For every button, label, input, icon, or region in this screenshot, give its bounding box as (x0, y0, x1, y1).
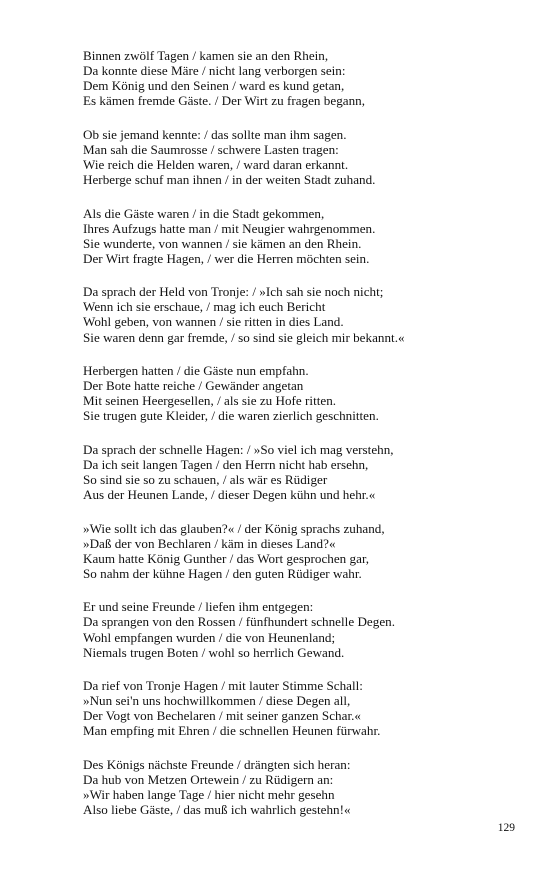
verse-line: Wohl empfangen wurden / die von Heunenland; (83, 629, 336, 645)
verse-line: Herbergen hatten / die Gäste nun empfahn. (83, 363, 309, 379)
stanza (83, 206, 523, 266)
verse-line: Da sprach der schnelle Hagen: / »So viel ich mag verstehn, (83, 441, 394, 457)
verse-line: Des Königs nächste Freunde / drängten sich heran: (83, 756, 351, 772)
verse-line: »Wir haben lange Tage / hier nicht mehr gesehn (83, 787, 335, 803)
page-number: 129 (497, 822, 515, 834)
verse-line: Der Vogt von Bechelaren / mit seiner ganzen Schar.« (83, 708, 361, 724)
verse-line: »Wie sollt ich das glauben?« / der König sprachs zuhand, (83, 520, 385, 536)
verse-line: Man sah die Saumrosse / schwere Lasten tragen: (83, 141, 339, 157)
verse-line: Da sprach der Held von Tronje: / »Ich sah sie noch nicht; (83, 284, 384, 300)
stanza (83, 48, 523, 108)
verse-line: Es kämen fremde Gäste. / Der Wirt zu fragen begann, (83, 93, 366, 109)
verse-line: Da sprangen von den Rossen / fünfhundert schnelle Degen. (83, 614, 396, 630)
stanza (83, 757, 523, 817)
verse-line: Ob sie jemand kennte: / das sollte man ihm sagen. (83, 126, 347, 142)
verse-line: Ihres Aufzugs hatte man / mit Neugier wahrgenommen. (83, 220, 376, 236)
stanza (83, 599, 523, 659)
verse-text (83, 48, 523, 836)
stanza (83, 363, 523, 423)
verse-line: Wenn ich sie erschaue, / mag ich euch Bericht (83, 299, 326, 315)
verse-line: »Nun sei'n uns hochwillkommen / diese Degen all, (83, 693, 351, 709)
verse-line: So nahm der kühne Hagen / den guten Rüdiger wahr. (83, 565, 362, 581)
verse-line: Sie trugen gute Kleider, / die waren zierlich geschnitten. (83, 408, 379, 424)
verse-line: Dem König und den Seinen / ward es kund getan, (83, 78, 345, 94)
verse-line: So sind sie so zu schauen, / als wär es Rüdiger (83, 472, 328, 488)
verse-line: Er und seine Freunde / liefen ihm entgegen: (83, 599, 314, 615)
verse-line: Wie reich die Helden waren, / ward daran erkannt. (83, 156, 349, 172)
verse-line: Da ich seit langen Tagen / den Herrn nicht hab ersehn, (83, 456, 369, 472)
verse-line: Wohl geben, von wannen / sie ritten in dies Land. (83, 314, 344, 330)
verse-line: Aus der Heunen Lande, / dieser Degen kühn und hehr.« (83, 487, 376, 503)
stanza (83, 284, 523, 344)
verse-line: Niemals trugen Boten / wohl so herrlich Gewand. (83, 644, 345, 660)
stanza (83, 127, 523, 187)
stanza (83, 521, 523, 581)
verse-line: Binnen zwölf Tagen / kamen sie an den Rhein, (83, 48, 329, 63)
verse-line: Sie wunderte, von wannen / sie kämen an den Rhein. (83, 235, 362, 251)
verse-line: Da rief von Tronje Hagen / mit lauter Stimme Schall: (83, 678, 363, 694)
verse-line: Sie waren denn gar fremde, / so sind sie gleich mir bekannt.« (83, 329, 405, 345)
verse-line: Der Wirt fragte Hagen, / wer die Herren möchten sein. (83, 250, 370, 266)
verse-line: Der Bote hatte reiche / Gewänder angetan (83, 378, 304, 394)
stanza (83, 678, 523, 738)
verse-line: Man empfing mit Ehren / die schnellen Heunen fürwahr. (83, 723, 381, 739)
verse-line: Herberge schuf man ihnen / in der weiten Stadt zuhand. (83, 172, 376, 188)
verse-line: Da hub von Metzen Ortewein / zu Rüdigern an: (83, 771, 334, 787)
stanza (83, 442, 523, 502)
verse-line: Da konnte diese Märe / nicht lang verborgen sein: (83, 63, 346, 79)
verse-line: Also liebe Gäste, / das muß ich wahrlich gestehn!« (83, 802, 351, 818)
verse-line: »Daß der von Bechlaren / käm in dieses Land?« (83, 535, 336, 551)
verse-line: Kaum hatte König Gunther / das Wort gesprochen gar, (83, 550, 370, 566)
verse-line: Mit seinen Heergesellen, / als sie zu Hofe ritten. (83, 393, 337, 409)
verse-line: Als die Gäste waren / in die Stadt gekommen, (83, 205, 325, 221)
